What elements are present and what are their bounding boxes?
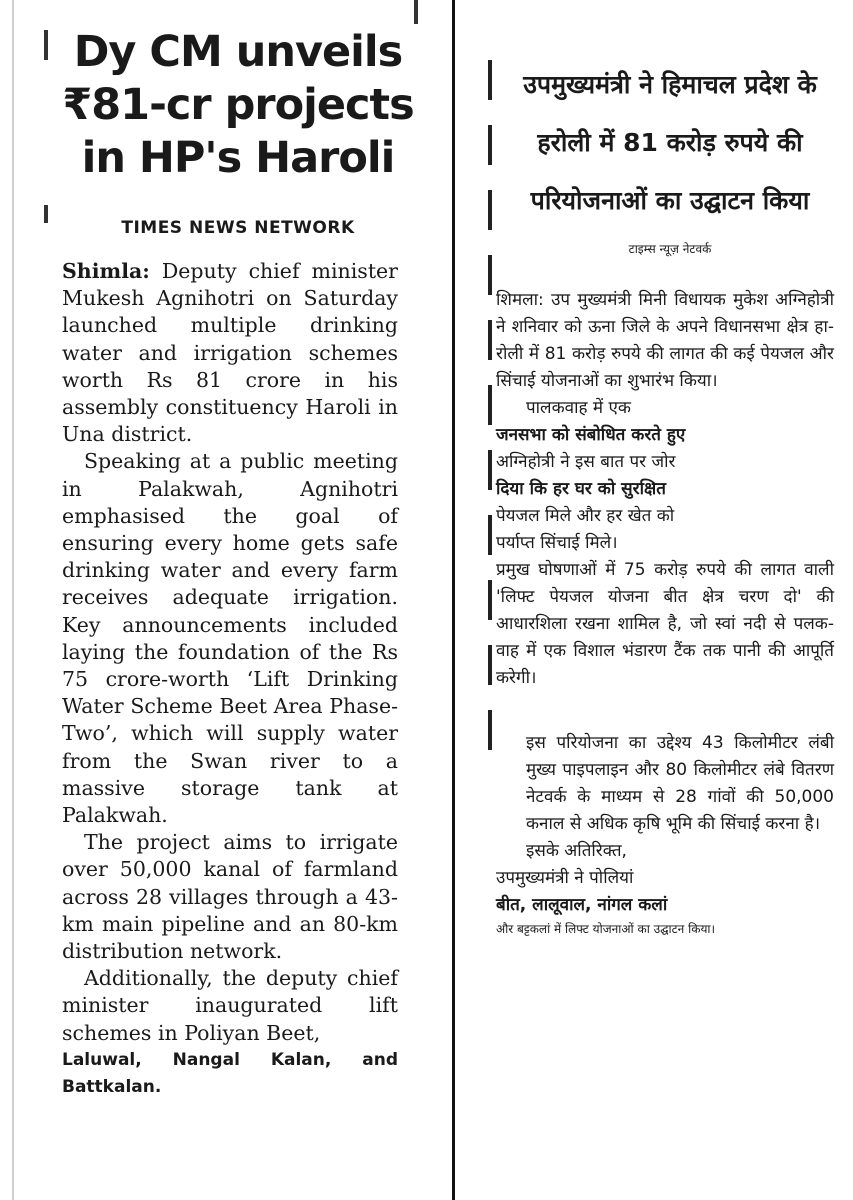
hindi-paragraph-5-line: बीत, लालूवाल, नांगल कलां bbox=[496, 895, 668, 915]
english-paragraph-1-text: Deputy chief minister Mukesh Agnihotri on Saturday launched multiple drinking water and irrigation schemes worth Rs 81 crore in his assembly constituency Haroli in Una district. bbox=[62, 259, 398, 447]
english-paragraph-1 bbox=[62, 258, 398, 448]
dashed-rule-segment bbox=[488, 190, 492, 230]
left-edge-line bbox=[12, 0, 14, 1200]
hindi-paragraph-2-line: पर्याप्त सिंचाई मिले। bbox=[496, 533, 618, 553]
english-paragraph-4: Additionally, the deputy chief minister inaugurated lift schemes in Poliyan Beet, bbox=[62, 966, 398, 1045]
english-paragraph-3: The project aims to irrigate over 50,000 kanal of farmland across 28 villages through a 43-km main pipeline and an 80-km distribution network. bbox=[62, 830, 398, 964]
dashed-rule-segment bbox=[488, 645, 492, 685]
hindi-paragraph-5-line: उपमुख्यमंत्री ने पोलियां bbox=[496, 868, 634, 888]
hindi-paragraph-1: शिमला: उप मुख्यमंत्री मिनी विधायक मुकेश अग्निहोत्री ने शनिवार को ऊना जिले के अपने विधानसभा क्षेत्र हा-रोली में 81 करोड़ रुपये की लागत की कई पेयजल और सिंचाई योजनाओं का शुभारंभ किया। bbox=[496, 290, 834, 391]
column-tick bbox=[44, 205, 48, 223]
column-tick bbox=[44, 30, 48, 60]
hindi-paragraph-3: प्रमुख घोषणाओं में 75 करोड़ रुपये की लागत वाली 'लिफ्ट पेयजल योजना बीत क्षेत्र चरण दो' की आधारशिला रखना शामिल है, जो स्वां नदी से पलक-वाह में एक विशाल भंडारण टैंक तक पानी की आपूर्ति करेगी। bbox=[496, 560, 834, 688]
english-byline: TIMES NEWS NETWORK bbox=[121, 218, 355, 238]
dashed-rule-segment bbox=[488, 125, 492, 165]
hindi-paragraph-2-line: अग्निहोत्री ने इस बात पर जोर bbox=[496, 452, 676, 472]
dashed-rule-segment bbox=[488, 450, 492, 490]
hindi-paragraph-2-line: दिया कि हर घर को सुरक्षित bbox=[496, 479, 666, 499]
hindi-byline: टाइम्स न्यूज़ नेटवर्क bbox=[628, 242, 712, 256]
hindi-paragraph-5-line: इसके अतिरिक्त, bbox=[526, 841, 627, 861]
hindi-paragraph-4: इस परियोजना का उद्देश्य 43 किलोमीटर लंबी मुख्य पाइपलाइन और 80 किलोमीटर लंबे वितरण नेटवर्क के माध्यम से 28 गांवों की 50,000 कनाल से अधिक कृषि भूमि की सिंचाई करना है। bbox=[526, 733, 834, 834]
dashed-rule-segment bbox=[488, 580, 492, 620]
column-divider bbox=[452, 0, 455, 1200]
hindi-paragraph-2-line: पेयजल मिले और हर खेत को bbox=[496, 506, 675, 526]
dashed-rule-segment bbox=[488, 515, 492, 555]
dashed-rule-segment bbox=[488, 60, 492, 100]
hindi-article-body bbox=[496, 287, 834, 939]
dashed-rule-segment bbox=[488, 320, 492, 360]
english-dateline: Shimla: bbox=[62, 259, 150, 283]
english-paragraph-2: Speaking at a public meeting in Palakwah, Agnihotri emphasised the goal of ensuring every home gets safe drinking water and every farm receives adequate irrigation. Key announcements included laying the foundation of the Rs 75 crore-worth ‘Lift Drinking Water Scheme Beet Area Phase-Two’, which will supply water from the Swan river to a massive storage tank at Palakwah. bbox=[62, 449, 398, 828]
hindi-paragraph-2-line: पालकवाह में एक bbox=[526, 398, 631, 418]
dashed-rule-segment bbox=[488, 385, 492, 425]
english-article-body bbox=[62, 258, 398, 1101]
english-last-line: Laluwal, Nangal Kalan, and Battkalan. bbox=[62, 1049, 398, 1098]
hindi-paragraph-5-small: और बट्टकलां में लिफ्ट योजनाओं का उद्घाटन किया। bbox=[496, 922, 716, 936]
column-tick bbox=[414, 0, 418, 24]
english-headline: Dy CM unveils ₹81-cr projects in HP's Haroli bbox=[62, 27, 414, 183]
dashed-rule-segment bbox=[488, 255, 492, 295]
hindi-paragraph-2-line: जनसभा को संबोधित करते हुए bbox=[496, 425, 686, 445]
dashed-rule-segment bbox=[488, 710, 492, 750]
hindi-headline: उपमुख्यमंत्री ने हिमाचल प्रदेश के हरोली में 81 करोड़ रुपये की परियोजनाओं का उद्घाटन किया bbox=[523, 70, 817, 215]
